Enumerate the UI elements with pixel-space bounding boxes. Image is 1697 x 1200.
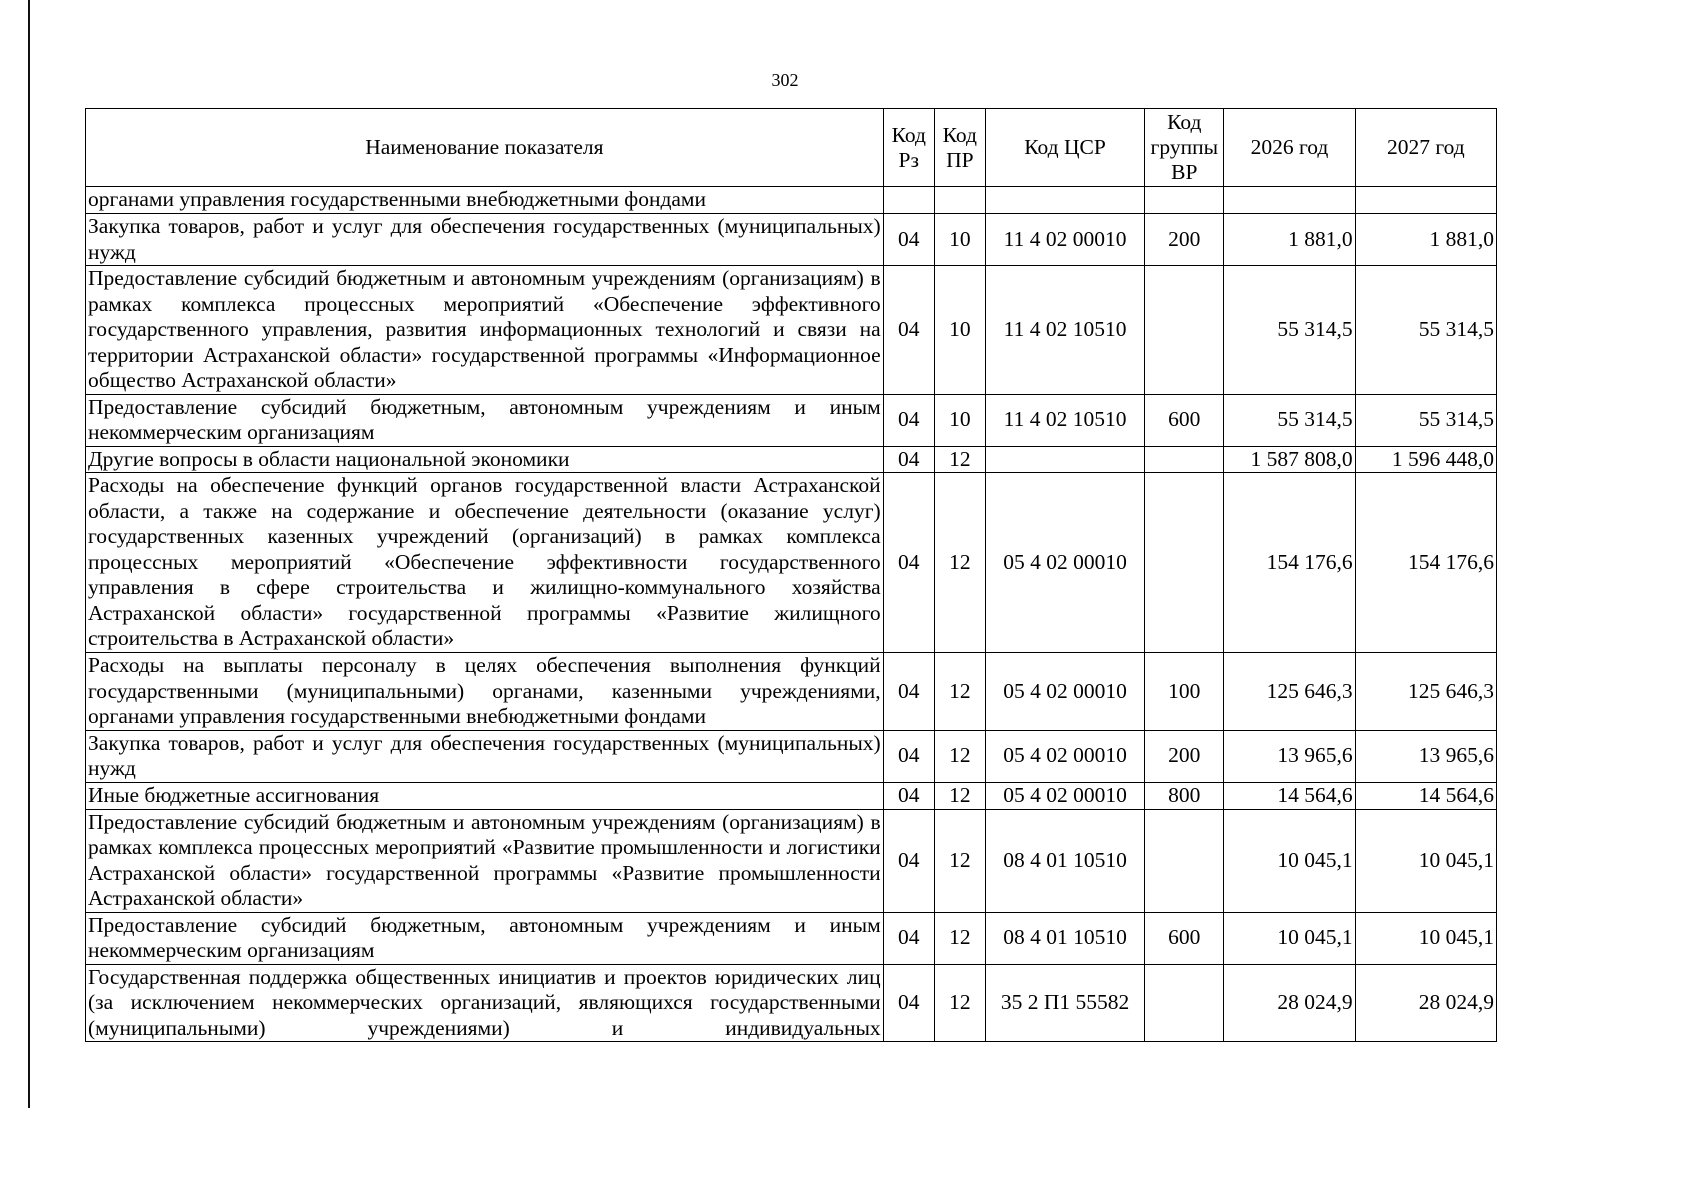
row-rz: 04 (883, 473, 934, 653)
row-csr: 11 4 02 00010 (985, 214, 1144, 266)
row-csr: 08 4 01 10510 (985, 912, 1144, 964)
table-header-row (86, 109, 1497, 187)
table-row (86, 214, 1497, 266)
row-name: органами управления государственными внебюджетными фондами (86, 187, 884, 214)
table-row (86, 446, 1497, 473)
row-vr (1145, 964, 1224, 1042)
header-rz: Код Рз (883, 109, 934, 187)
row-name: Другие вопросы в области национальной экономики (86, 446, 884, 473)
header-2027: 2027 год (1355, 109, 1496, 187)
row-pr: 12 (934, 809, 985, 912)
row-2027: 10 045,1 (1355, 912, 1496, 964)
row-vr: 600 (1145, 394, 1224, 446)
row-2027: 125 646,3 (1355, 653, 1496, 731)
row-name: Предоставление субсидий бюджетным, автономным учреждениям и иным некоммерческим организациям (86, 394, 884, 446)
table-row (86, 730, 1497, 782)
row-rz: 04 (883, 214, 934, 266)
row-name: Иные бюджетные ассигнования (86, 782, 884, 809)
row-csr: 05 4 02 00010 (985, 653, 1144, 731)
row-name: Закупка товаров, работ и услуг для обеспечения государственных (муниципальных) нужд (86, 730, 884, 782)
row-2027: 1 596 448,0 (1355, 446, 1496, 473)
row-csr (985, 187, 1144, 214)
table-row (86, 912, 1497, 964)
row-2026: 28 024,9 (1224, 964, 1355, 1042)
row-2027: 55 314,5 (1355, 394, 1496, 446)
row-2027: 28 024,9 (1355, 964, 1496, 1042)
row-rz (883, 187, 934, 214)
row-2027: 14 564,6 (1355, 782, 1496, 809)
row-vr (1145, 266, 1224, 395)
row-vr: 600 (1145, 912, 1224, 964)
row-2026: 14 564,6 (1224, 782, 1355, 809)
row-name: Предоставление субсидий бюджетным и автономным учреждениям (организациям) в рамках комплекса процессных мероприятий «Обеспечение эффективного государственного управления, развития информационных технологий и связи на территории Астраханской области» государственной программы «Информационное общество Астраханской области» (86, 266, 884, 395)
binding-margin-line (28, 0, 30, 1108)
row-2026: 154 176,6 (1224, 473, 1355, 653)
row-name: Расходы на обеспечение функций органов государственной власти Астраханской области, а также на содержание и обеспечение деятельности (оказание услуг) государственных казенных учреждений (организаций) в рамках комплекса процессных мероприятий «Обеспечение эффективности государственного управления в сфере строительства и жилищно-коммунального хозяйства Астраханской области» государственной программы «Развитие жилищного строительства в Астраханской области» (86, 473, 884, 653)
row-rz: 04 (883, 809, 934, 912)
row-2027: 13 965,6 (1355, 730, 1496, 782)
row-rz: 04 (883, 394, 934, 446)
row-2027: 10 045,1 (1355, 809, 1496, 912)
row-rz: 04 (883, 730, 934, 782)
row-2026: 1 881,0 (1224, 214, 1355, 266)
row-name: Закупка товаров, работ и услуг для обеспечения государственных (муниципальных) нужд (86, 214, 884, 266)
header-pr: Код ПР (934, 109, 985, 187)
row-pr (934, 187, 985, 214)
row-csr: 11 4 02 10510 (985, 266, 1144, 395)
row-pr: 12 (934, 912, 985, 964)
table-row (86, 964, 1497, 1042)
row-2026: 13 965,6 (1224, 730, 1355, 782)
row-vr (1145, 473, 1224, 653)
row-2026: 55 314,5 (1224, 394, 1355, 446)
row-csr: 05 4 02 00010 (985, 473, 1144, 653)
row-csr: 08 4 01 10510 (985, 809, 1144, 912)
row-2027: 154 176,6 (1355, 473, 1496, 653)
row-2026 (1224, 187, 1355, 214)
row-vr: 200 (1145, 214, 1224, 266)
row-vr (1145, 446, 1224, 473)
table-row (86, 266, 1497, 395)
budget-table (85, 108, 1497, 1042)
row-2026: 55 314,5 (1224, 266, 1355, 395)
row-pr: 12 (934, 446, 985, 473)
header-csr: Код ЦСР (985, 109, 1144, 187)
row-2027: 1 881,0 (1355, 214, 1496, 266)
row-vr: 200 (1145, 730, 1224, 782)
table-row (86, 653, 1497, 731)
row-rz: 04 (883, 653, 934, 731)
table-row (86, 394, 1497, 446)
row-rz: 04 (883, 912, 934, 964)
table-row (86, 187, 1497, 214)
row-csr: 35 2 П1 55582 (985, 964, 1144, 1042)
row-2026: 1 587 808,0 (1224, 446, 1355, 473)
row-name: Предоставление субсидий бюджетным, автономным учреждениям и иным некоммерческим организациям (86, 912, 884, 964)
table-row (86, 809, 1497, 912)
header-name: Наименование показателя (86, 109, 884, 187)
row-2026: 10 045,1 (1224, 809, 1355, 912)
row-2027 (1355, 187, 1496, 214)
row-csr: 11 4 02 10510 (985, 394, 1144, 446)
row-name: Государственная поддержка общественных инициатив и проектов юридических лиц (за исключением некоммерческих организаций, являющихся государственными (муниципальными) учреждениями) и индивидуальных (86, 964, 884, 1042)
row-vr (1145, 809, 1224, 912)
row-vr: 100 (1145, 653, 1224, 731)
row-rz: 04 (883, 446, 934, 473)
table-row (86, 782, 1497, 809)
row-2027: 55 314,5 (1355, 266, 1496, 395)
row-vr (1145, 187, 1224, 214)
row-pr: 10 (934, 214, 985, 266)
row-2026: 10 045,1 (1224, 912, 1355, 964)
row-csr: 05 4 02 00010 (985, 730, 1144, 782)
row-name: Предоставление субсидий бюджетным и автономным учреждениям (организациям) в рамках комплекса процессных мероприятий «Развитие промышленности и логистики Астраханской области» государственной программы «Развитие промышленности Астраханской области» (86, 809, 884, 912)
row-pr: 12 (934, 473, 985, 653)
row-csr: 05 4 02 00010 (985, 782, 1144, 809)
row-pr: 12 (934, 730, 985, 782)
row-rz: 04 (883, 782, 934, 809)
table-row (86, 473, 1497, 653)
row-pr: 12 (934, 653, 985, 731)
row-vr: 800 (1145, 782, 1224, 809)
row-pr: 10 (934, 266, 985, 395)
header-vr: Код группы ВР (1145, 109, 1224, 187)
row-rz: 04 (883, 266, 934, 395)
page-number: 302 (771, 70, 799, 90)
row-pr: 10 (934, 394, 985, 446)
header-2026: 2026 год (1224, 109, 1355, 187)
row-rz: 04 (883, 964, 934, 1042)
row-pr: 12 (934, 964, 985, 1042)
row-name: Расходы на выплаты персоналу в целях обеспечения выполнения функций государственными (муниципальными) органами, казенными учреждениями, органами управления государственными внебюджетными фондами (86, 653, 884, 731)
row-2026: 125 646,3 (1224, 653, 1355, 731)
row-csr (985, 446, 1144, 473)
row-pr: 12 (934, 782, 985, 809)
